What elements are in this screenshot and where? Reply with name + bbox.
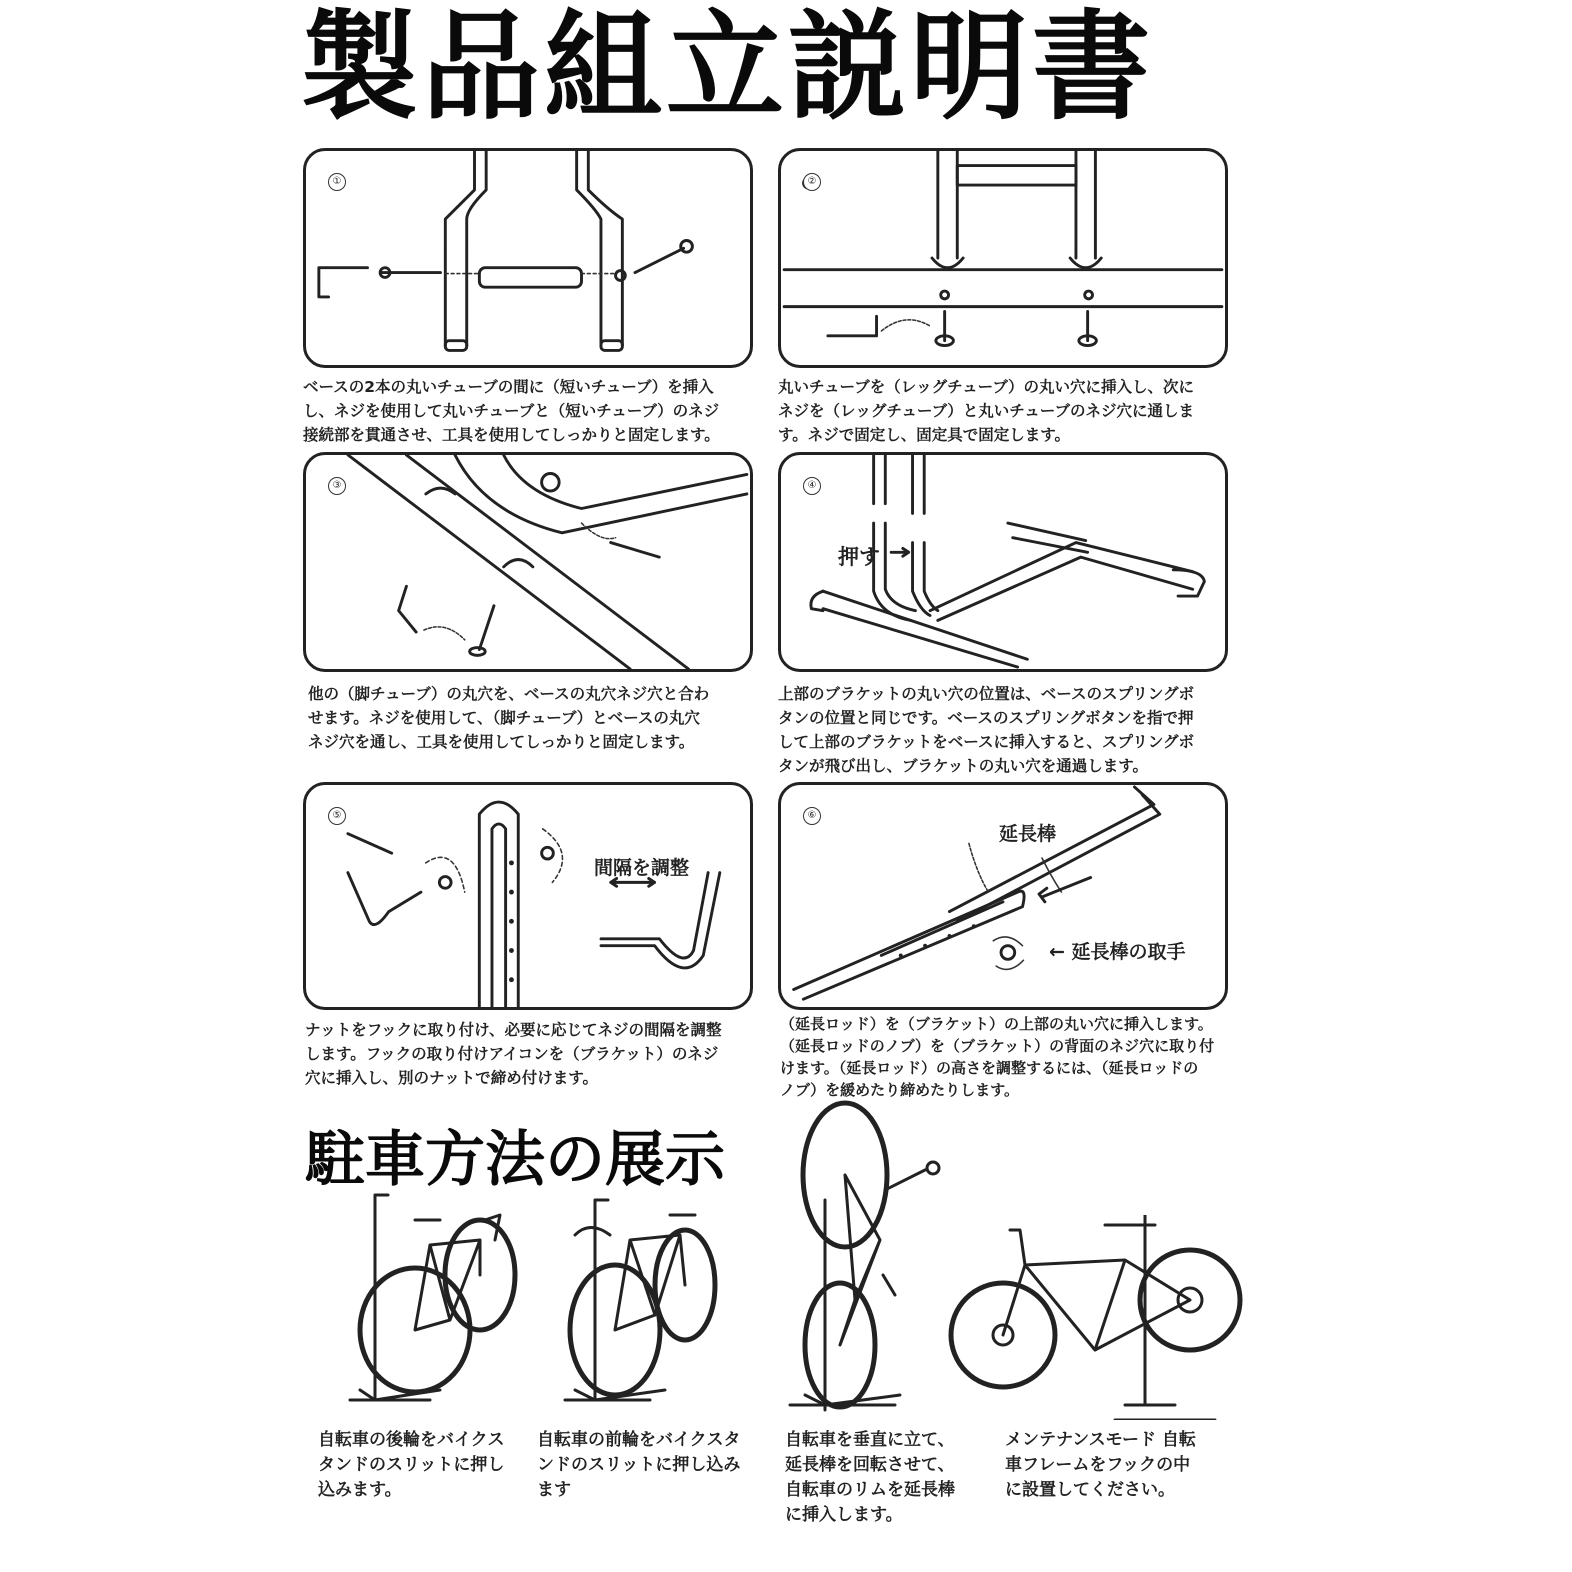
parking-2-caption xyxy=(537,1428,757,1503)
caption-line: に設置してください。 xyxy=(1005,1480,1175,1500)
caption-line: 接続部を貫通させ、工具を使用してしっかりと固定します。 xyxy=(303,426,720,444)
step-5-caption xyxy=(305,1018,765,1090)
step-1-panel xyxy=(303,148,753,368)
step-2-panel xyxy=(778,148,1228,368)
caption-line: ノブ）を緩めたり締めたりします。 xyxy=(780,1081,1019,1099)
bike-parking-front-illustration xyxy=(560,1195,740,1420)
caption-line: メンテナンスモード 自転 xyxy=(1005,1430,1196,1450)
bike-parking-rear-illustration xyxy=(340,1190,530,1420)
caption-line: 自転車の前輪をバイクスタ xyxy=(537,1430,741,1450)
caption-line: に挿入します。 xyxy=(785,1505,903,1525)
step-number: ② xyxy=(803,173,821,191)
bike-maintenance-illustration xyxy=(945,1215,1245,1420)
parking-heading: 駐車方法の展示 xyxy=(305,1125,725,1195)
step-2-illustration xyxy=(781,151,1225,365)
step-number: ④ xyxy=(803,477,821,495)
caption-line: ンドのスリットに押し込み xyxy=(537,1455,741,1475)
step-3-caption xyxy=(308,682,768,754)
step-6-panel xyxy=(778,782,1228,1010)
caption-line: けます。（延長ロッド）の高さを調整するには、（延長ロッドの xyxy=(780,1059,1199,1077)
caption-line: ます xyxy=(537,1480,571,1500)
caption-line: 穴に挿入し、別のナットで締め付けます。 xyxy=(305,1069,598,1087)
parking-4-caption xyxy=(1005,1428,1235,1503)
step-5-panel xyxy=(303,782,753,1010)
caption-line: 延長棒を回転させて、 xyxy=(785,1455,955,1475)
extension-knob-label: ← 延長棒の取手 xyxy=(1049,941,1186,963)
caption-line: 自転車の後輪をバイクス xyxy=(318,1430,505,1450)
caption-line: 自転車のリムを延長棒 xyxy=(785,1480,955,1500)
step-3-illustration xyxy=(306,455,750,669)
caption-line: ナットをフックに取り付け、必要に応じてネジの間隔を調整 xyxy=(305,1021,722,1039)
caption-line: 上部のブラケットの丸い穴の位置は、ベースのスプリングボ xyxy=(778,685,1195,703)
step-number: ③ xyxy=(328,477,346,495)
caption-line: ネジを（レッグチューブ）と丸いチューブのネジ穴に通しま xyxy=(778,402,1195,420)
adjust-spacing-label: 間隔を調整 xyxy=(594,857,690,879)
caption-line: す。ネジで固定し、固定具で固定します。 xyxy=(778,426,1071,444)
caption-line: 他の（脚チューブ）の丸穴を、ベースの丸穴ネジ穴と合わ xyxy=(308,685,710,703)
step-number: ⑤ xyxy=(328,807,346,825)
caption-line: （延長ロッドのノブ）を（ブラケット）の背面のネジ穴に取り付 xyxy=(780,1037,1215,1055)
caption-line: タンが飛び出し、ブラケットの丸い穴を通過します。 xyxy=(778,757,1148,775)
step-4-caption xyxy=(778,682,1238,778)
caption-line: して上部のブラケットをベースに挿入すると、スプリングボ xyxy=(778,733,1195,751)
caption-line: ネジ穴を通し、工具を使用してしっかりと固定します。 xyxy=(308,733,695,751)
caption-line: 丸いチューブを（レッグチューブ）の丸い穴に挿入し、次に xyxy=(778,378,1195,396)
step-number: ⑥ xyxy=(803,807,821,825)
step-4-panel xyxy=(778,452,1228,672)
caption-line: ベースの2本の丸いチューブの間に（短いチューブ）を挿入 xyxy=(303,378,714,396)
step-6-caption xyxy=(780,1013,1250,1101)
step-number: ① xyxy=(328,173,346,191)
caption-line: せます。ネジを使用して、（脚チューブ）とベースの丸穴 xyxy=(308,709,700,727)
extension-rod-label: 延長棒 xyxy=(999,823,1057,845)
push-label: 押す xyxy=(838,545,880,569)
parking-3-caption xyxy=(785,1428,995,1528)
step-5-illustration xyxy=(306,785,750,1007)
caption-line: 込みます。 xyxy=(318,1480,402,1500)
step-3-panel xyxy=(303,452,753,672)
caption-line: タンの位置と同じです。ベースのスプリングボタンを指で押 xyxy=(778,709,1194,727)
bike-vertical-illustration xyxy=(785,1100,945,1420)
step-2-caption xyxy=(778,375,1238,447)
caption-line: タンドのスリットに押し xyxy=(318,1455,505,1475)
caption-line: し、ネジを使用して丸いチューブと（短いチューブ）のネジ xyxy=(303,402,720,420)
step-1-caption xyxy=(303,375,763,447)
caption-line: します。フックの取り付けアイコンを（ブラケット）のネジ xyxy=(305,1045,719,1063)
caption-line: （延長ロッド）を（ブラケット）の上部の丸い穴に挿入します。 xyxy=(780,1015,1213,1033)
parking-1-caption xyxy=(318,1428,528,1503)
page-title: 製品組立説明書 xyxy=(300,0,1155,136)
caption-line: 自転車を垂直に立て、 xyxy=(785,1430,955,1450)
step-1-illustration xyxy=(306,151,750,365)
caption-line: 車フレームをフックの中 xyxy=(1005,1455,1191,1475)
